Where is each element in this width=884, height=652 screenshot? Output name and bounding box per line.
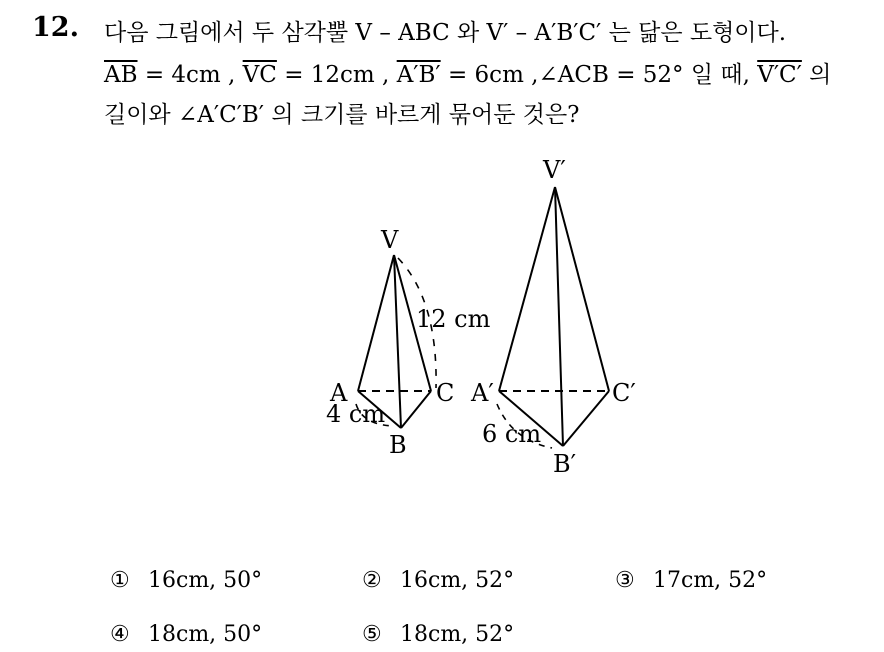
segment-vpcp: V′C′ (757, 62, 802, 88)
choice-4[interactable]: ④ 18cm, 50° (110, 622, 263, 647)
label-c: C (436, 379, 455, 407)
choice-3[interactable]: ③ 17cm, 52° (615, 568, 768, 593)
segment-vc: $\overline{VC}$ (242, 62, 277, 88)
question-line-3: 길이와 ∠A′C′B′ 의 크기를 바르게 묶어둔 것은? (104, 102, 580, 128)
label-length-apbp: 6 cm (482, 420, 542, 448)
label-length-vc: 12 cm (416, 305, 491, 333)
edge-vpcp (555, 187, 609, 391)
label-v: V (381, 226, 399, 254)
edge-vb (394, 255, 401, 428)
segment-ab: $\overline{AB}$ (104, 62, 138, 88)
edge-vpap (499, 187, 555, 391)
choice-2[interactable]: ② 16cm, 52° (362, 568, 515, 593)
choice-1[interactable]: ① 16cm, 50° (110, 568, 263, 593)
choice-5[interactable]: ⑤ 18cm, 52° (362, 622, 515, 647)
edge-bc (401, 391, 431, 428)
label-b: B (389, 431, 407, 459)
edge-va (358, 255, 394, 391)
segment-apbp: A′B′ (396, 62, 441, 88)
question-line-1: 다음 그림에서 두 삼각뿔 V – ABC 와 V′ – A′B′C′ 는 닮은 도형이다. (104, 20, 787, 46)
label-length-ab: 4 cm (326, 400, 386, 428)
label-cp: C′ (612, 379, 636, 407)
label-ap: A′ (471, 379, 494, 407)
question-line-2: $\overline{AB} = 4cm$ , $\overline{VC} = 12cm$ , A′B′ = 6cm ,∠ACB = 52° 일 때, V′C′ 의 (104, 62, 832, 88)
question-number: 12. (32, 12, 79, 43)
label-vp: V′ (543, 156, 566, 184)
large-pyramid (497, 187, 609, 448)
label-a: A (330, 379, 348, 407)
label-bp: B′ (553, 450, 577, 478)
edge-bpcp (563, 391, 609, 446)
edge-vpbp (555, 187, 563, 446)
